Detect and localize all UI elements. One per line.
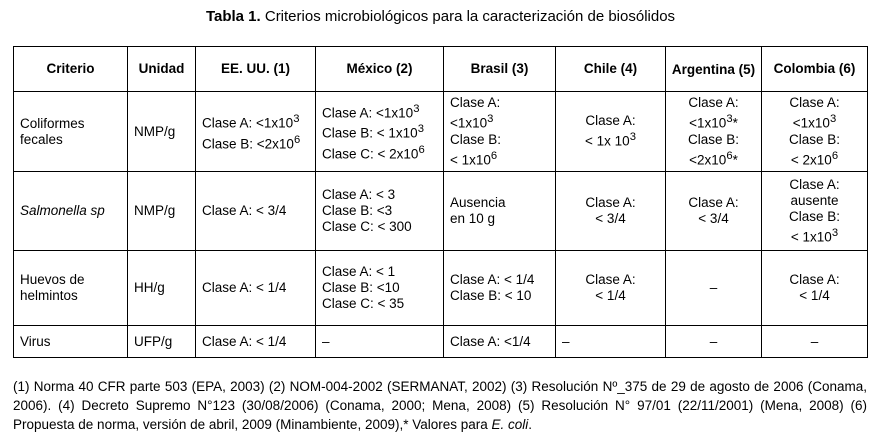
cell-criterio: Huevos de helmintos bbox=[14, 251, 128, 326]
header-unidad: Unidad bbox=[128, 47, 196, 92]
caption-label: Tabla 1. bbox=[205, 8, 261, 25]
cell-unidad: NMP/g bbox=[128, 92, 196, 172]
criteria-table bbox=[13, 46, 868, 358]
cell-colombia: Clase A: < 1/4 bbox=[762, 251, 868, 326]
header-chile: Chile (4) bbox=[556, 47, 666, 92]
cell-chile: Clase A: < 3/4 bbox=[556, 172, 666, 251]
cell-colombia: Clase A: $<1x10^3$ Clase B: < $2x10^6$ bbox=[762, 92, 868, 172]
cell-brasil: Clase A: $<1x10^3$ Clase B: < $1x10^6$ bbox=[444, 92, 556, 172]
cell-colombia: – bbox=[762, 326, 868, 358]
footnote-italic: E. coli bbox=[491, 417, 529, 432]
cell-mexico: Clase A: $<1x10^3$ Clase B: < $1x10^3$ Clase C: < $2x10^6$ bbox=[316, 92, 444, 172]
cell-eeuu: Clase A: < 1/4 bbox=[196, 251, 316, 326]
cell-eeuu: Clase A: < 3/4 bbox=[196, 172, 316, 251]
cell-mexico: Clase A: < 1 Clase B: <10 Clase C: < 35 bbox=[316, 251, 444, 326]
table-footnote bbox=[13, 377, 867, 434]
cell-chile: Clase A: < 1x $10^3$ bbox=[556, 92, 666, 172]
cell-criterio: Coliformes fecales bbox=[14, 92, 128, 172]
cell-brasil: Clase A: <1/4 bbox=[444, 326, 556, 358]
cell-chile: – bbox=[556, 326, 666, 358]
cell-unidad: UFP/g bbox=[128, 326, 196, 358]
cell-unidad: NMP/g bbox=[128, 172, 196, 251]
header-colombia: Colombia (6) bbox=[762, 47, 868, 92]
cell-colombia: Clase A: ausente Clase B: < $1x10^3$ bbox=[762, 172, 868, 251]
header-mexico: México (2) bbox=[316, 47, 444, 92]
header-criterio: Criterio bbox=[14, 47, 128, 92]
table-row bbox=[14, 326, 868, 358]
cell-argentina: – bbox=[666, 326, 762, 358]
header-argentina: Argentina (5) bbox=[666, 47, 762, 92]
cell-mexico: Clase A: < 3 Clase B: <3 Clase C: < 300 bbox=[316, 172, 444, 251]
cell-brasil: Ausencia en 10 g bbox=[444, 172, 556, 251]
cell-eeuu: Clase A: $<1x10^3$ Clase B: $<2x10^6$ bbox=[196, 92, 316, 172]
cell-argentina: Clase A: < 3/4 bbox=[666, 172, 762, 251]
cell-argentina: Clase A: $<1x10^3*$ Clase B: $<2x10^6*$ bbox=[666, 92, 762, 172]
table-row bbox=[14, 92, 868, 172]
cell-argentina: – bbox=[666, 251, 762, 326]
table-caption bbox=[0, 7, 881, 27]
cell-eeuu: Clase A: < 1/4 bbox=[196, 326, 316, 358]
caption-text: Criterios microbiológicos para la caracterización de biosólidos bbox=[260, 8, 676, 25]
cell-unidad: HH/g bbox=[128, 251, 196, 326]
cell-criterio: Virus bbox=[14, 326, 128, 358]
cell-criterio: Salmonella sp bbox=[14, 172, 128, 251]
footnote-text: (1) Norma 40 CFR parte 503 (EPA, 2003) (2) NOM-004-2002 (SERMANAT, 2002) (3) Resolución Nº_375 de 29 de agosto de 2006 (Conama, 2006). (4) Decreto Supremo N°123 (30/08/2006) (Conama, 2000; Mena, 2008) (5) Resolución N° 97/01 (22/11/2001) (Mena, 2008) (6) Propuesta de norma, versión de abril, 2009 (Minambiente, 2009),* Valores para bbox=[13, 379, 867, 432]
table-row bbox=[14, 251, 868, 326]
cell-brasil: Clase A: < 1/4 Clase B: < 10 bbox=[444, 251, 556, 326]
header-brasil: Brasil (3) bbox=[444, 47, 556, 92]
cell-mexico: – bbox=[316, 326, 444, 358]
footnote-end: . bbox=[528, 417, 533, 432]
cell-chile: Clase A: < 1/4 bbox=[556, 251, 666, 326]
header-eeuu: EE. UU. (1) bbox=[196, 47, 316, 92]
table-row bbox=[14, 172, 868, 251]
header-row bbox=[14, 47, 868, 92]
